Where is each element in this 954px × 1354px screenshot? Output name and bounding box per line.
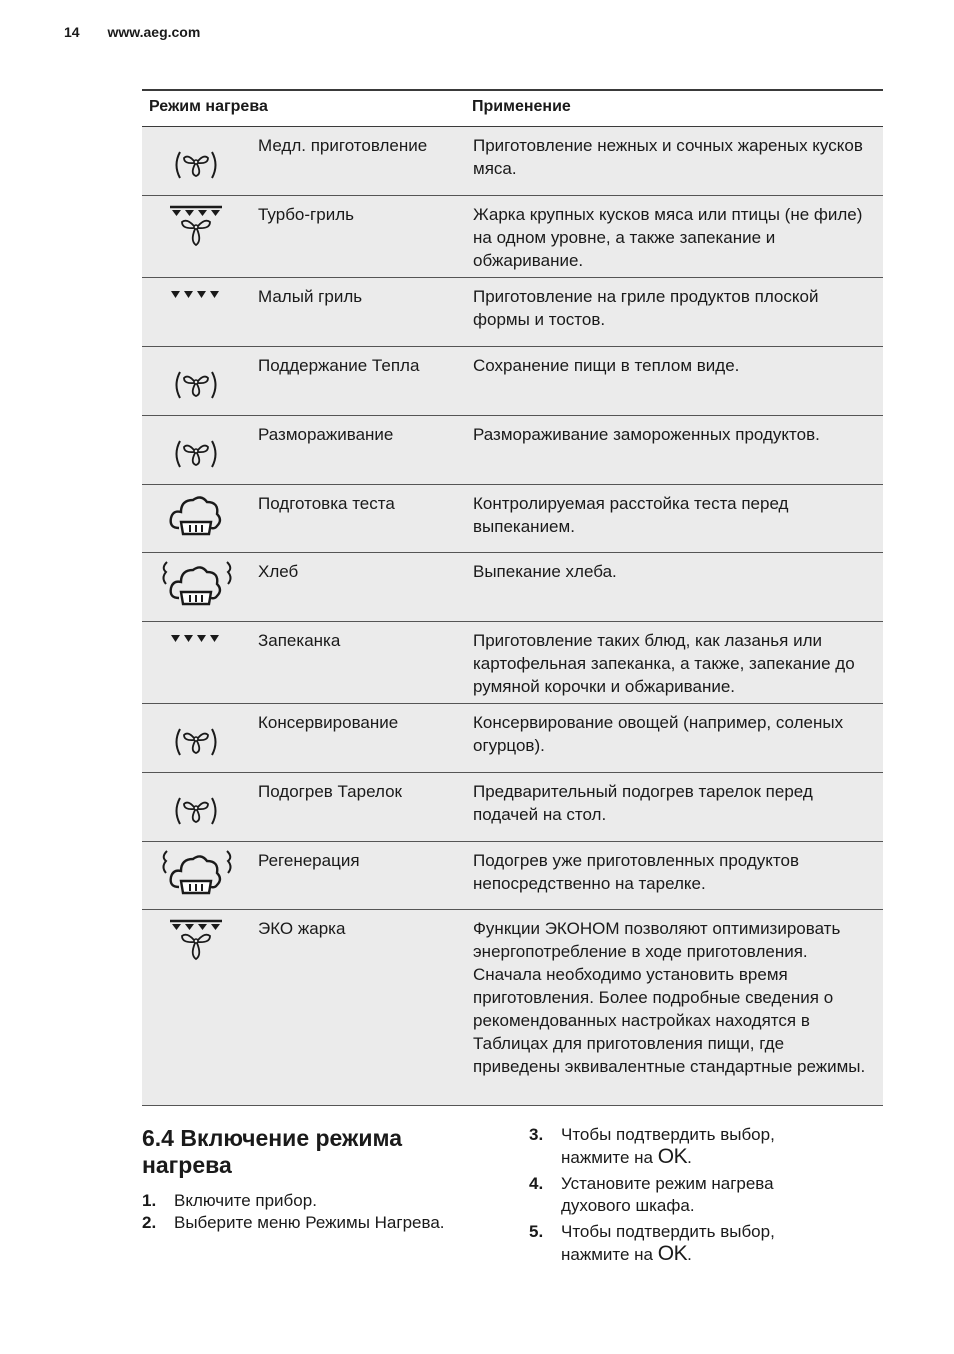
mode-description: Контролируемая расстойка теста перед выпеканием. xyxy=(473,494,789,536)
mode-icon-cell xyxy=(142,127,250,195)
fan-icon xyxy=(174,368,218,407)
fan-icon xyxy=(174,148,218,187)
mode-description: Жарка крупных кусков мяса или птицы (не филе) на одном уровне, а также запекание и обжаривание. xyxy=(473,205,863,270)
table-row xyxy=(142,622,883,704)
table-header xyxy=(142,91,883,127)
step-number: 2. xyxy=(142,1213,157,1232)
step-number: 4. xyxy=(529,1174,544,1193)
ok-button-symbol: OK xyxy=(657,1242,688,1265)
step-item xyxy=(142,1190,502,1212)
mode-description: Сохранение пищи в теплом виде. xyxy=(473,356,740,375)
mode-icon-cell xyxy=(142,704,250,772)
step-text: Установите режим нагрева духового шкафа. xyxy=(561,1174,774,1215)
turbo-grill-icon xyxy=(168,919,224,968)
step-number: 3. xyxy=(529,1125,544,1144)
mode-icon-cell xyxy=(142,416,250,484)
mode-name: Запеканка xyxy=(258,631,341,650)
mode-name: Поддержание Тепла xyxy=(258,356,420,375)
page-number: 14 xyxy=(64,24,80,40)
mode-name: Консервирование xyxy=(258,713,399,732)
mode-name: Регенерация xyxy=(258,851,360,870)
mode-description: Консервирование овощей (например, соленых огурцов). xyxy=(473,713,844,755)
mode-icon-cell xyxy=(142,485,250,552)
step-item: 3. Чтобы подтвердить выбор, нажмите на OK. xyxy=(529,1125,775,1168)
mode-icon-cell xyxy=(142,842,250,909)
steps-right xyxy=(529,1124,829,1266)
small-grill-icon xyxy=(168,632,224,650)
table-row xyxy=(142,127,883,196)
table-row xyxy=(142,842,883,910)
mode-description: Размораживание замороженных продуктов. xyxy=(473,425,820,444)
step-text: Чтобы подтвердить выбор, нажмите на xyxy=(561,1125,775,1167)
mode-description: Подогрев уже приготовленных продуктов непосредственно на тарелке. xyxy=(473,851,799,893)
ok-button-symbol: OK xyxy=(657,1145,688,1168)
mode-name: Медл. приготовление xyxy=(258,136,428,155)
mode-icon-cell xyxy=(142,773,250,841)
fan-icon xyxy=(174,437,218,476)
table-row xyxy=(142,416,883,485)
table-row xyxy=(142,485,883,553)
section-title: 6.4 Включение режима нагрева xyxy=(142,1125,402,1178)
table-body xyxy=(142,127,883,1106)
mode-name: Подготовка теста xyxy=(258,494,395,513)
dough-icon xyxy=(167,492,225,541)
step-text: Выберите меню Режимы Нагрева. xyxy=(174,1213,445,1232)
step-text: Включите прибор. xyxy=(174,1191,317,1210)
mode-icon-cell xyxy=(142,622,250,703)
step-item xyxy=(142,1212,502,1234)
mode-name: Малый гриль xyxy=(258,287,363,306)
mode-description: Приготовление таких блюд, как лазанья или картофельная запеканка, а также, запекание до румяной корочки и обжаривание. xyxy=(473,631,855,696)
page-header xyxy=(64,24,200,40)
fan-icon xyxy=(174,725,218,764)
steps-left xyxy=(142,1190,502,1234)
mode-description: Предварительный подогрев тарелок перед подачей на стол. xyxy=(473,782,813,824)
table-row xyxy=(142,910,883,1106)
bread-icon xyxy=(159,558,235,613)
mode-description: Приготовление нежных и сочных жареных кусков мяса. xyxy=(473,136,863,178)
mode-name: Размораживание xyxy=(258,425,394,444)
mode-description: Выпекание хлеба. xyxy=(473,562,617,581)
step-number: 5. xyxy=(529,1222,544,1241)
mode-icon-cell xyxy=(142,196,250,277)
mode-icon-cell xyxy=(142,553,250,621)
small-grill-icon xyxy=(168,288,224,306)
mode-name: Турбо-гриль xyxy=(258,205,354,224)
mode-description: Функции ЭКОНОМ позволяют оптимизировать энергопотребление в ходе приготовления. Сначала необходимо установить время приготовления. Более подробные сведения о рекомендованных настройках находятся в Таблицах для приготовления пищи, где приведены эквивалентные стандартные режимы. xyxy=(473,919,866,1076)
step-item xyxy=(529,1173,829,1217)
table-row xyxy=(142,347,883,416)
step-item: 5. Чтобы подтвердить выбор, нажмите на OK. xyxy=(529,1222,775,1265)
table-row xyxy=(142,553,883,622)
heating-modes-table xyxy=(142,89,883,1106)
column-header-use: Применение xyxy=(472,98,571,115)
step-text: Чтобы подтвердить выбор, нажмите на xyxy=(561,1222,775,1264)
mode-description: Приготовление на гриле продуктов плоской формы и тостов. xyxy=(473,287,819,329)
mode-name: Подогрев Тарелок xyxy=(258,782,402,801)
table-row xyxy=(142,278,883,347)
turbo-grill-icon xyxy=(168,205,224,254)
table-row xyxy=(142,196,883,278)
bread-icon xyxy=(159,847,235,902)
mode-icon-cell xyxy=(142,347,250,415)
table-row xyxy=(142,773,883,842)
step-number: 1. xyxy=(142,1191,157,1210)
mode-name: Хлеб xyxy=(258,562,299,581)
mode-icon-cell xyxy=(142,278,250,346)
mode-icon-cell xyxy=(142,910,250,1105)
site-url: www.aeg.com xyxy=(107,24,201,40)
fan-icon xyxy=(174,794,218,833)
mode-name: ЭКО жарка xyxy=(258,919,346,938)
table-row xyxy=(142,704,883,773)
column-header-mode: Режим нагрева xyxy=(149,98,268,115)
